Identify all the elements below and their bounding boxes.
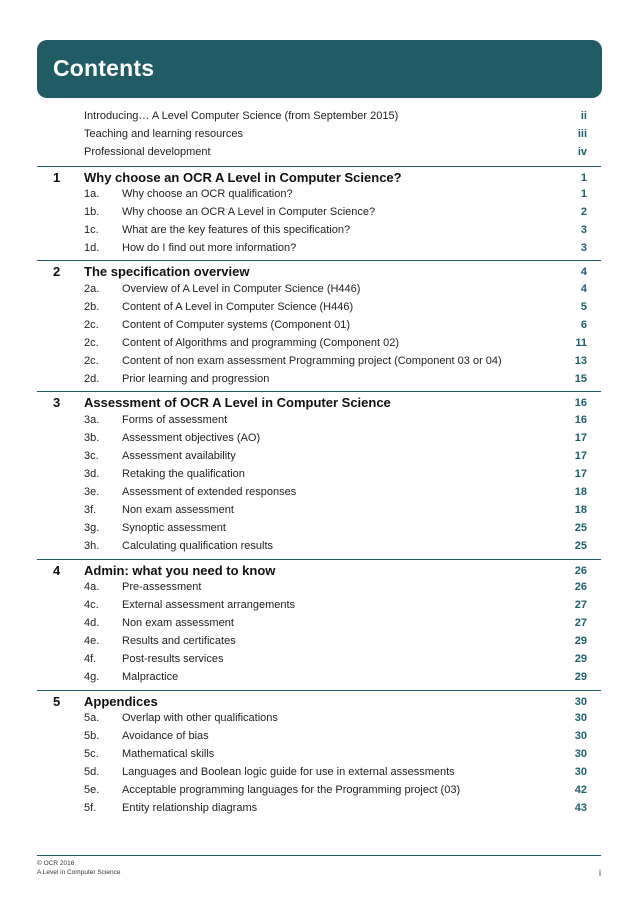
toc-section-heading[interactable]	[53, 263, 587, 281]
toc-entry-code: 4d.	[84, 617, 100, 629]
toc-entry[interactable]	[53, 579, 587, 595]
toc-entry-title: Why choose an OCR A Level in Computer Science?	[122, 206, 376, 218]
section-divider	[37, 391, 601, 392]
page-title: Contents	[53, 55, 155, 81]
toc-entry-title: Synoptic assessment	[122, 522, 226, 534]
toc-entry-title: Avoidance of bias	[122, 730, 209, 742]
toc-entry-title: Overview of A Level in Computer Science (H446)	[122, 283, 361, 295]
toc-entry-code: 3f.	[84, 504, 97, 516]
toc-entry[interactable]	[53, 335, 587, 351]
section-number: 1	[53, 170, 61, 185]
section-divider	[37, 690, 601, 691]
toc-entry-title: Prior learning and progression	[122, 373, 270, 385]
toc-page-number: 3	[580, 242, 587, 254]
toc-page-number: 16	[574, 397, 587, 409]
toc-page-number: 3	[580, 224, 587, 236]
toc-entry[interactable]	[53, 240, 587, 256]
toc-entry[interactable]	[53, 412, 587, 428]
toc-entry-title: Forms of assessment	[122, 414, 228, 426]
toc-entry[interactable]	[53, 746, 587, 762]
toc-entry-code: 2c.	[84, 355, 99, 367]
section-divider	[37, 260, 601, 261]
toc-page-number: 4	[580, 266, 587, 278]
toc-entry-title: Calculating qualification results	[122, 540, 274, 552]
toc-page-number: 4	[580, 283, 587, 295]
toc-section-heading[interactable]	[53, 169, 587, 187]
toc-entry-title: Mathematical skills	[122, 748, 215, 760]
toc-entry-code: 4g.	[84, 671, 100, 683]
section-number: 4	[53, 563, 61, 578]
toc-page-number: iv	[577, 146, 587, 158]
toc-entry[interactable]	[53, 222, 587, 238]
toc-page-number: 13	[574, 355, 587, 367]
toc-entry-code: 4f.	[84, 653, 97, 665]
toc-entry[interactable]	[53, 764, 587, 780]
toc-page-number: 30	[574, 696, 587, 708]
toc-page-number: 1	[580, 188, 587, 200]
toc-entry-title: Results and certificates	[122, 635, 236, 647]
toc-entry-title: Pre-assessment	[122, 581, 202, 593]
section-title: Appendices	[84, 694, 158, 709]
toc-page-number: 11	[575, 337, 587, 349]
toc-page-number: 30	[574, 712, 587, 724]
toc-page-number: 27	[574, 617, 587, 629]
toc-page-number: 26	[574, 565, 587, 577]
toc-intro-row[interactable]	[53, 126, 587, 142]
section-number: 5	[53, 694, 61, 709]
toc-entry-title: Content of non exam assessment Programming project (Component 03 or 04)	[122, 355, 502, 367]
toc-entry-code: 2c.	[84, 337, 99, 349]
toc-page-number: 18	[574, 486, 587, 498]
section-divider	[37, 166, 601, 167]
toc-entry[interactable]	[53, 281, 587, 297]
toc-page-number: 18	[574, 504, 587, 516]
contents-banner	[37, 40, 602, 98]
footer-subtitle: A Level in Computer Science	[37, 869, 121, 876]
toc-entry-code: 3h.	[84, 540, 100, 552]
toc-page-number: 25	[574, 540, 587, 552]
toc-entry-title: Retaking the qualification	[122, 468, 245, 480]
toc-page-number: 17	[574, 468, 587, 480]
toc-entry-code: 3e.	[84, 486, 100, 498]
toc-entry[interactable]	[53, 299, 587, 315]
toc-entry-code: 3b.	[84, 432, 100, 444]
toc-entry-title: Assessment availability	[122, 450, 236, 462]
toc-entry[interactable]	[53, 484, 587, 500]
toc-page-number: 17	[574, 450, 587, 462]
footer-page-number: i	[599, 868, 601, 878]
toc-entry[interactable]	[53, 466, 587, 482]
toc-page-number: 17	[574, 432, 587, 444]
toc-page-number: 16	[574, 414, 587, 426]
toc-entry[interactable]	[53, 502, 587, 518]
toc-entry-title: Assessment objectives (AO)	[122, 432, 261, 444]
toc-entry[interactable]	[53, 669, 587, 685]
toc-entry-code: 2c.	[84, 319, 99, 331]
toc-entry-title: Why choose an OCR qualification?	[122, 188, 293, 200]
toc-entry[interactable]	[53, 615, 587, 631]
toc-entry-code: 3d.	[84, 468, 100, 480]
toc-entry[interactable]	[53, 633, 587, 649]
toc-entry-code: 3c.	[84, 450, 99, 462]
toc-entry-code: 4c.	[84, 599, 99, 611]
toc-entry-title: Assessment of extended responses	[122, 486, 297, 498]
toc-page-number: 30	[574, 730, 587, 742]
toc-page-number: 43	[574, 802, 587, 814]
toc-entry[interactable]	[53, 353, 587, 369]
toc-entry-code: 2a.	[84, 283, 100, 295]
toc-page-number: 1	[580, 172, 587, 184]
toc-entry-title: Content of Computer systems (Component 01)	[122, 319, 351, 331]
toc-entry-title: How do I find out more information?	[122, 242, 297, 254]
toc-page-number: 29	[574, 653, 587, 665]
footer-copyright: © OCR 2016	[37, 860, 75, 867]
toc-page-number: iii	[577, 128, 587, 140]
toc-entry[interactable]	[53, 728, 587, 744]
toc-entry-title: Languages and Boolean logic guide for use in external assessments	[122, 766, 455, 778]
toc-entry-title: Non exam assessment	[122, 617, 234, 629]
toc-page-number: 30	[574, 748, 587, 760]
footer-divider	[37, 855, 601, 856]
toc-entry[interactable]	[53, 782, 587, 798]
toc-entry-title: Acceptable programming languages for the Programming project (03)	[122, 784, 461, 796]
toc-section-heading[interactable]	[53, 562, 587, 580]
toc-entry-title: External assessment arrangements	[122, 599, 296, 611]
toc-entry[interactable]	[53, 597, 587, 613]
toc-entry[interactable]	[53, 710, 587, 726]
toc-entry-title: Content of A Level in Computer Science (H446)	[122, 301, 354, 313]
toc-entry-code: 4a.	[84, 581, 100, 593]
toc-entry[interactable]	[53, 800, 587, 816]
toc-entry-title: Content of Algorithms and programming (Component 02)	[122, 337, 399, 349]
toc-page-number: ii	[580, 110, 587, 122]
toc-entry-code: 1b.	[84, 206, 100, 218]
section-title: The specification overview	[84, 264, 250, 279]
section-title: Admin: what you need to know	[84, 563, 276, 578]
toc-entry-title: Malpractice	[122, 671, 179, 683]
toc-page-number: 2	[580, 206, 587, 218]
toc-entry-code: 2b.	[84, 301, 100, 313]
toc-entry-code: 5e.	[84, 784, 100, 796]
toc-entry-code: 5f.	[84, 802, 97, 814]
toc-entry-code: 3g.	[84, 522, 100, 534]
section-number: 3	[53, 395, 61, 410]
toc-entry[interactable]	[53, 317, 587, 333]
toc-entry-title: Post-results services	[122, 653, 224, 665]
toc-entry[interactable]	[53, 651, 587, 667]
toc-page-number: 27	[574, 599, 587, 611]
toc-entry-title: Teaching and learning resources	[84, 128, 243, 140]
toc-entry-title: Non exam assessment	[122, 504, 234, 516]
section-divider	[37, 559, 601, 560]
toc-entry-title: Entity relationship diagrams	[122, 802, 258, 814]
toc-intro-row[interactable]	[53, 144, 587, 160]
toc-entry-code: 3a.	[84, 414, 100, 426]
toc-entry[interactable]	[53, 448, 587, 464]
toc-entry[interactable]	[53, 371, 587, 387]
toc-entry-code: 1a.	[84, 188, 100, 200]
toc-page-number: 30	[574, 766, 587, 778]
toc-entry-code: 4e.	[84, 635, 100, 647]
toc-entry-code: 5c.	[84, 748, 99, 760]
toc-entry-code: 2d.	[84, 373, 100, 385]
toc-intro-row[interactable]	[53, 108, 587, 124]
toc-page-number: 29	[574, 671, 587, 683]
toc-page-number: 15	[574, 373, 587, 385]
toc-page-number: 5	[580, 301, 587, 313]
toc-entry[interactable]	[53, 520, 587, 536]
section-title: Why choose an OCR A Level in Computer Science?	[84, 170, 402, 185]
toc-entry[interactable]	[53, 204, 587, 220]
toc-entry[interactable]	[53, 186, 587, 202]
toc-entry-code: 1c.	[84, 224, 99, 236]
toc-entry[interactable]	[53, 538, 587, 554]
toc-page-number: 6	[580, 319, 587, 331]
section-number: 2	[53, 264, 61, 279]
toc-section-heading[interactable]	[53, 693, 587, 711]
toc-page-number: 26	[574, 581, 587, 593]
toc-page-number: 42	[574, 784, 587, 796]
toc-entry-title: Introducing… A Level Computer Science (from September 2015)	[84, 110, 399, 122]
toc-entry-code: 5a.	[84, 712, 100, 724]
toc-entry-title: Overlap with other qualifications	[122, 712, 278, 724]
toc-section-heading[interactable]	[53, 394, 587, 412]
toc-entry-code: 5b.	[84, 730, 100, 742]
toc-page-number: 29	[574, 635, 587, 647]
toc-entry-title: What are the key features of this specification?	[122, 224, 351, 236]
toc-entry-code: 1d.	[84, 242, 100, 254]
toc-page-number: 25	[574, 522, 587, 534]
toc-entry-code: 5d.	[84, 766, 100, 778]
section-title: Assessment of OCR A Level in Computer Science	[84, 395, 391, 410]
toc-entry-title: Professional development	[84, 146, 211, 158]
toc-entry[interactable]	[53, 430, 587, 446]
